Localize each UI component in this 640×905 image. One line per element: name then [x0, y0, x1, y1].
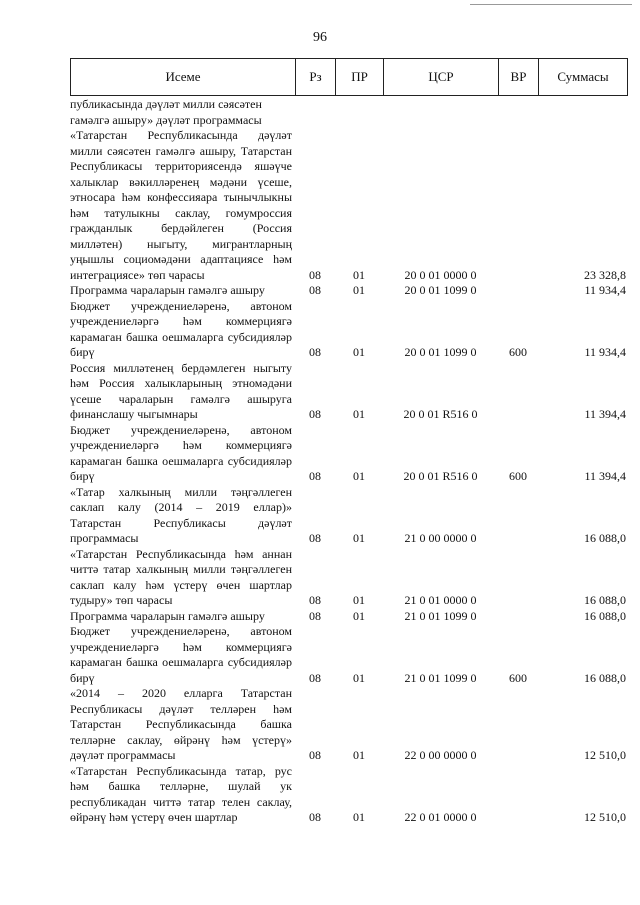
table-row	[70, 624, 628, 686]
row-rz: 08	[309, 469, 321, 483]
row-csr: 21 0 01 0000 0	[404, 593, 477, 607]
table-row	[70, 97, 628, 128]
top-edge-line	[470, 4, 632, 5]
row-name: Бюджет учреждениеләренә, автоном учреждениеләргә һәм коммерциягә карамаган башка оешмаларга субсидияләр бирү	[70, 298, 292, 359]
row-csr: 20 0 01 1099 0	[404, 283, 477, 297]
row-name: «Татарстан Республикасында һәм аннан читтә татар халкының милли тәңгәллеген саклап калу һәм үстерү өчен шартлар тудыру» төп чарасы	[70, 546, 292, 607]
row-name: Программа чараларын гамәлгә ашыру	[70, 608, 265, 623]
row-name: «Татарстан Республикасында татар, рус һәм башка телләрне, шулай ук республикадан читтә татар телен саклау, өйрәнү һәм үстерү өчен шартлар	[70, 763, 292, 824]
row-name: «Татарстан Республикасында дәүләт милли сәясәтен гамәлгә ашыру, Татарстан Республикасы территориясендә яшәүче халыклар вәкилләренең мәдәни үсеше, этносара һәм конфессияара тынычлыкны һәм татулыкны саклау, гомумроссия гражданлык бердәйлеген (Россия милләтен) ныгыту, мигрантларның уңышлы социомәдәни адаптациясе һәм интеграциясе» төп чарасы	[70, 128, 292, 282]
table-header	[70, 58, 628, 96]
table-row	[70, 423, 628, 485]
row-name: «2014 – 2020 елларга Татарстан Республикасы дәүләт телләрен һәм Татарстан Республикасында башка телләрне саклау, өйрәнү һәм үстерү» дәүләт программасы	[70, 686, 292, 762]
row-name: Программа чараларын гамәлгә ашыру	[70, 283, 265, 297]
row-sum: 16 088,0	[584, 670, 626, 685]
row-pr: 01	[353, 810, 365, 824]
row-csr: 22 0 00 0000 0	[404, 748, 477, 762]
row-rz: 08	[309, 593, 321, 607]
table-row	[70, 485, 628, 547]
row-rz: 08	[309, 748, 321, 762]
row-rz: 08	[309, 670, 321, 685]
row-vr: 600	[509, 670, 527, 685]
row-pr: 01	[353, 283, 365, 297]
row-sum: 23 328,8	[584, 267, 626, 282]
row-csr: 20 0 01 R516 0	[403, 469, 478, 483]
row-csr: 21 0 00 0000 0	[404, 531, 477, 545]
row-csr: 20 0 01 R516 0	[403, 407, 478, 421]
row-pr: 01	[353, 531, 365, 545]
table-row	[70, 609, 628, 625]
row-csr: 22 0 01 0000 0	[404, 810, 477, 824]
row-sum: 16 088,0	[584, 531, 626, 545]
row-pr: 01	[353, 593, 365, 607]
table-row	[70, 764, 628, 826]
row-sum: 11 934,4	[584, 345, 626, 359]
row-sum: 12 510,0	[584, 810, 626, 824]
table-row	[70, 299, 628, 361]
row-sum: 11 394,4	[584, 469, 626, 483]
row-pr: 01	[353, 267, 365, 282]
row-pr: 01	[353, 407, 365, 421]
row-vr: 600	[509, 345, 527, 359]
page-number: 96	[313, 30, 327, 45]
row-sum: 12 510,0	[584, 748, 626, 762]
table-body	[70, 97, 628, 826]
row-name: Россия милләтенең бердәмлеген ныгыту һәм Россия халыкларының этномәдәни үсеше чараларын гамәлгә ашыруга финанслашу чыгымнары	[70, 360, 292, 421]
row-sum: 16 088,0	[584, 593, 626, 607]
row-rz: 08	[309, 267, 321, 282]
header-pr: ПР	[336, 59, 384, 95]
row-pr: 01	[353, 469, 365, 483]
row-pr: 01	[353, 345, 365, 359]
row-pr: 01	[353, 608, 365, 623]
row-rz: 08	[309, 407, 321, 421]
row-rz: 08	[309, 283, 321, 297]
row-name: публикасында дәүләт милли сәясәтен гамәлгә ашыру» дәүләт программасы	[70, 97, 262, 127]
header-sum: Суммасы	[557, 69, 609, 84]
header-csr: ЦСР	[384, 59, 499, 95]
header-name: Исеме	[71, 59, 296, 95]
row-rz: 08	[309, 810, 321, 824]
row-csr: 21 0 01 1099 0	[404, 670, 477, 685]
header-vr: ВР	[499, 59, 539, 95]
row-name: «Татар халкының милли тәңгәллеген саклап калу (2014 – 2019 еллар)» Татарстан Республикасы дәүләт программасы	[70, 484, 292, 545]
row-sum: 11 394,4	[584, 407, 626, 421]
row-csr: 20 0 01 0000 0	[404, 267, 477, 282]
row-rz: 08	[309, 608, 321, 623]
row-name: Бюджет учреждениеләренә, автоном учреждениеләргә һәм коммерциягә карамаган башка оешмаларга субсидияләр бирү	[70, 624, 292, 685]
row-pr: 01	[353, 748, 365, 762]
table-row	[70, 361, 628, 423]
row-pr: 01	[353, 670, 365, 685]
row-sum: 11 934,4	[584, 283, 626, 297]
row-rz: 08	[309, 345, 321, 359]
header-rz: Рз	[296, 59, 336, 95]
row-vr: 600	[509, 469, 527, 483]
row-name: Бюджет учреждениеләренә, автоном учреждениеләргә һәм коммерциягә карамаган башка оешмаларга субсидияләр бирү	[70, 422, 292, 483]
table-row	[70, 547, 628, 609]
table-row	[70, 283, 628, 299]
row-sum: 16 088,0	[584, 608, 626, 623]
row-rz: 08	[309, 531, 321, 545]
row-csr: 20 0 01 1099 0	[404, 345, 477, 359]
table-row	[70, 128, 628, 283]
row-csr: 21 0 01 1099 0	[404, 608, 477, 623]
table-row	[70, 686, 628, 764]
